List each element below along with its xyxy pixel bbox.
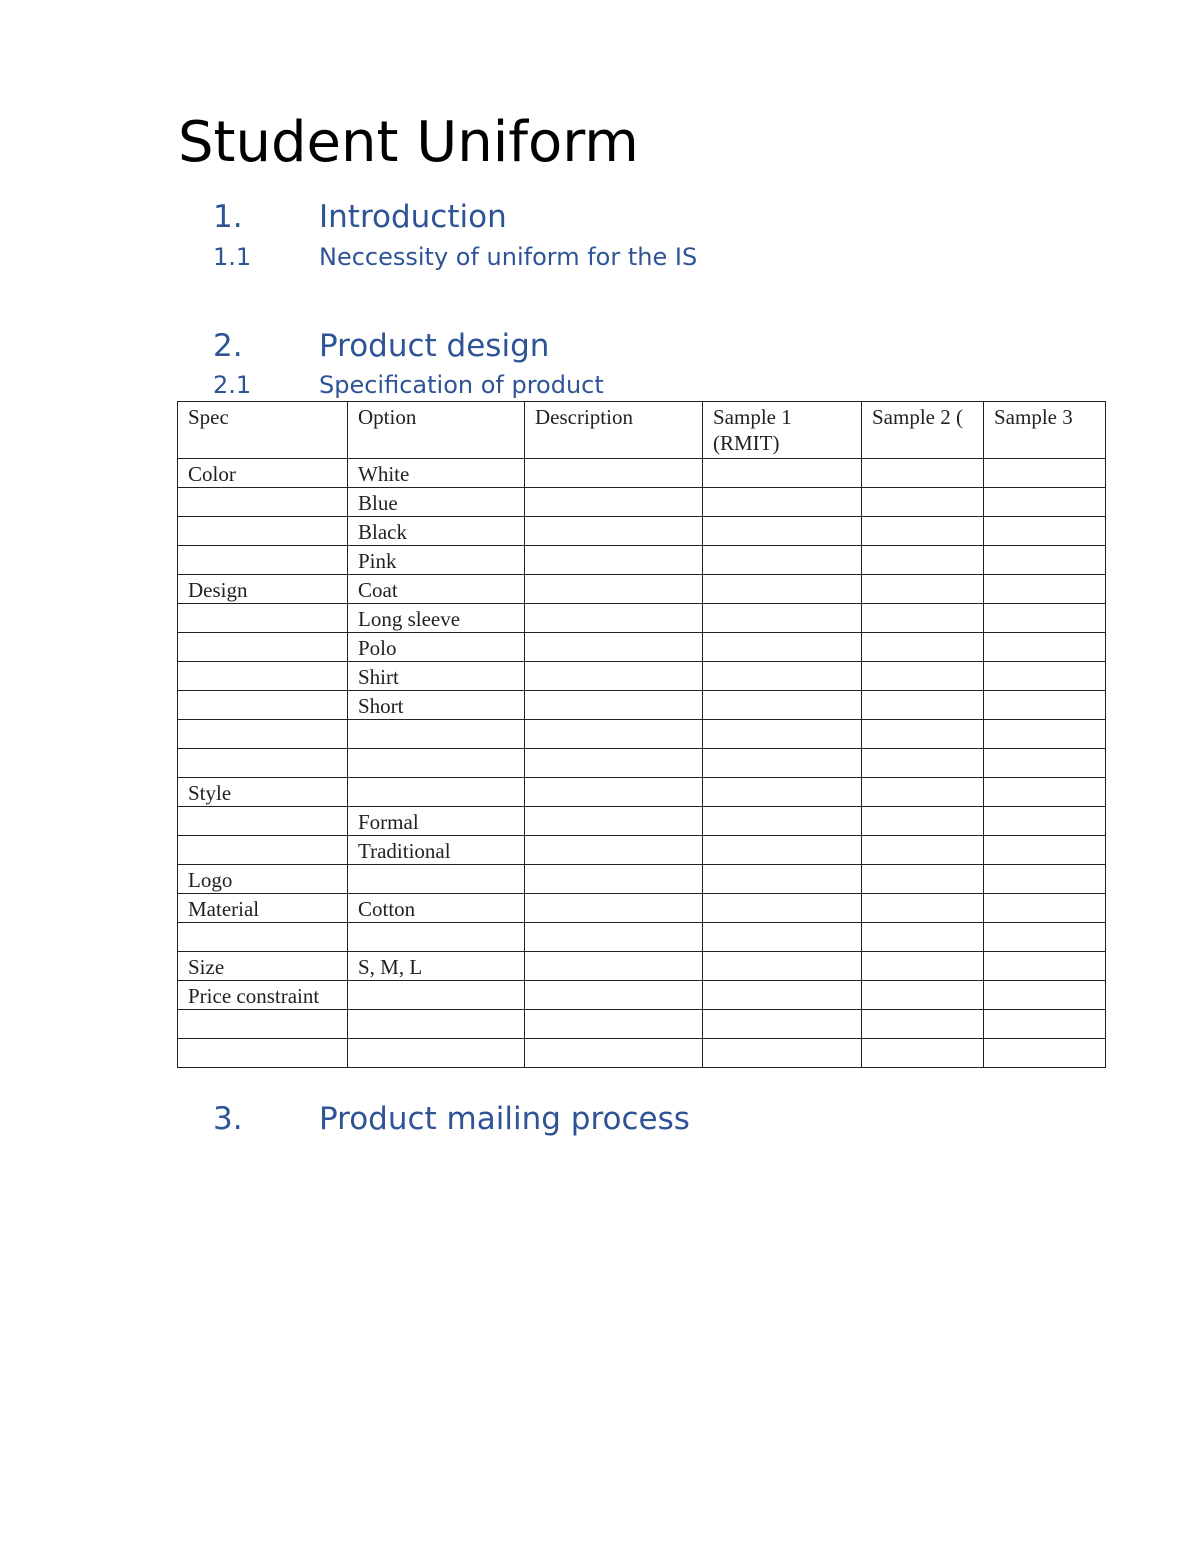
spec-cell: Design — [178, 575, 348, 604]
sample-3-cell — [984, 633, 1106, 662]
sample-2-cell — [862, 459, 984, 488]
spec-cell — [178, 633, 348, 662]
sample-1-cell — [703, 517, 862, 546]
sample-1-cell — [703, 459, 862, 488]
description-cell — [525, 575, 703, 604]
description-cell — [525, 1010, 703, 1039]
sample-3-cell — [984, 720, 1106, 749]
sample-3-cell — [984, 952, 1106, 981]
section-1-title: Introduction — [319, 199, 507, 235]
sample-2-cell — [862, 749, 984, 778]
sample-3-cell — [984, 894, 1106, 923]
sample-3-cell — [984, 778, 1106, 807]
spec-cell: Size — [178, 952, 348, 981]
sample-3-cell — [984, 517, 1106, 546]
document-title: Student Uniform — [178, 110, 639, 175]
sample-3-cell — [984, 1010, 1106, 1039]
spec-cell: Style — [178, 778, 348, 807]
table-row — [178, 633, 1106, 662]
sample-3-cell — [984, 459, 1106, 488]
section-1-1-number: 1.1 — [213, 243, 252, 271]
spec-cell — [178, 807, 348, 836]
option-cell: Cotton — [348, 894, 525, 923]
option-cell — [348, 923, 525, 952]
sample-2-cell — [862, 633, 984, 662]
description-cell — [525, 865, 703, 894]
option-cell — [348, 720, 525, 749]
sample-2-cell — [862, 1039, 984, 1068]
section-1-heading — [213, 197, 913, 237]
description-cell — [525, 952, 703, 981]
option-cell: Polo — [348, 633, 525, 662]
sample-3-cell — [984, 981, 1106, 1010]
description-cell — [525, 488, 703, 517]
sample-1-cell — [703, 836, 862, 865]
spec-cell — [178, 662, 348, 691]
sample-2-cell — [862, 1010, 984, 1039]
table-row — [178, 952, 1106, 981]
option-cell: Short — [348, 691, 525, 720]
sample-3-cell — [984, 546, 1106, 575]
sample-2-cell — [862, 952, 984, 981]
sample-2-cell — [862, 807, 984, 836]
sample-2-cell — [862, 720, 984, 749]
section-1-1-heading — [213, 241, 913, 273]
specification-table — [177, 401, 1106, 1068]
sample-1-cell — [703, 778, 862, 807]
option-cell — [348, 1039, 525, 1068]
sample-1-cell — [703, 749, 862, 778]
sample-2-cell — [862, 778, 984, 807]
table-row — [178, 459, 1106, 488]
option-cell: Blue — [348, 488, 525, 517]
sample-3-cell — [984, 749, 1106, 778]
description-cell — [525, 604, 703, 633]
sample-3-cell — [984, 575, 1106, 604]
sample-2-cell — [862, 604, 984, 633]
sample-1-cell — [703, 575, 862, 604]
option-cell: S, M, L — [348, 952, 525, 981]
option-cell: White — [348, 459, 525, 488]
spec-cell: Logo — [178, 865, 348, 894]
section-2-title: Product design — [319, 328, 550, 364]
option-cell: Pink — [348, 546, 525, 575]
table-row — [178, 923, 1106, 952]
description-cell — [525, 894, 703, 923]
spec-cell — [178, 1039, 348, 1068]
sample-3-cell — [984, 604, 1106, 633]
table-row — [178, 778, 1106, 807]
table-row — [178, 836, 1106, 865]
description-cell — [525, 517, 703, 546]
section-2-number: 2. — [213, 328, 243, 364]
table-row — [178, 604, 1106, 633]
section-3-title: Product mailing process — [319, 1101, 690, 1137]
section-2-heading — [213, 326, 913, 366]
section-3-heading — [213, 1099, 913, 1139]
sample-1-cell — [703, 865, 862, 894]
header-cell-spec: Spec — [178, 402, 348, 459]
spec-cell — [178, 923, 348, 952]
description-cell — [525, 1039, 703, 1068]
sample-1-cell — [703, 691, 862, 720]
description-cell — [525, 981, 703, 1010]
option-cell — [348, 865, 525, 894]
sample-1-cell — [703, 952, 862, 981]
header-cell-sample-3: Sample 3 — [984, 402, 1106, 459]
spec-cell — [178, 546, 348, 575]
table-header-row — [178, 402, 1106, 459]
description-cell — [525, 546, 703, 575]
description-cell — [525, 720, 703, 749]
sample-3-cell — [984, 488, 1106, 517]
spec-cell: Color — [178, 459, 348, 488]
spec-cell — [178, 604, 348, 633]
table-row — [178, 575, 1106, 604]
sample-1-cell — [703, 546, 862, 575]
sample-1-cell — [703, 1010, 862, 1039]
description-cell — [525, 662, 703, 691]
table-row — [178, 517, 1106, 546]
description-cell — [525, 836, 703, 865]
section-3-number: 3. — [213, 1101, 243, 1137]
sample-3-cell — [984, 691, 1106, 720]
spec-cell: Price constraint — [178, 981, 348, 1010]
sample-2-cell — [862, 981, 984, 1010]
table-row — [178, 807, 1106, 836]
sample-3-cell — [984, 865, 1106, 894]
sample-2-cell — [862, 517, 984, 546]
spec-cell — [178, 720, 348, 749]
section-2-1-number: 2.1 — [213, 371, 252, 399]
sample-1-cell — [703, 894, 862, 923]
section-2-1-heading — [213, 369, 913, 401]
description-cell — [525, 778, 703, 807]
spec-cell — [178, 836, 348, 865]
sample-1-cell — [703, 604, 862, 633]
section-1-1-title: Neccessity of uniform for the IS — [319, 243, 698, 271]
table-row — [178, 1010, 1106, 1039]
sample-1-cell — [703, 633, 862, 662]
sample-3-cell — [984, 836, 1106, 865]
section-1-number: 1. — [213, 199, 243, 235]
sample-1-cell — [703, 1039, 862, 1068]
sample-2-cell — [862, 836, 984, 865]
option-cell — [348, 778, 525, 807]
sample-3-cell — [984, 662, 1106, 691]
option-cell — [348, 1010, 525, 1039]
sample-2-cell — [862, 894, 984, 923]
spec-cell — [178, 488, 348, 517]
sample-1-cell — [703, 981, 862, 1010]
sample-2-cell — [862, 865, 984, 894]
table-row — [178, 488, 1106, 517]
sample-1-cell — [703, 488, 862, 517]
option-cell: Long sleeve — [348, 604, 525, 633]
table-row — [178, 894, 1106, 923]
sample-2-cell — [862, 923, 984, 952]
description-cell — [525, 807, 703, 836]
option-cell: Coat — [348, 575, 525, 604]
header-cell-sample-2: Sample 2 ( — [862, 402, 984, 459]
sample-1-cell — [703, 923, 862, 952]
description-cell — [525, 923, 703, 952]
description-cell — [525, 459, 703, 488]
description-cell — [525, 691, 703, 720]
spec-cell — [178, 1010, 348, 1039]
sample-3-cell — [984, 923, 1106, 952]
table-row — [178, 720, 1106, 749]
option-cell: Traditional — [348, 836, 525, 865]
sample-1-cell — [703, 807, 862, 836]
header-cell-sample-1: Sample 1 (RMIT) — [703, 402, 862, 459]
option-cell: Shirt — [348, 662, 525, 691]
sample-3-cell — [984, 1039, 1106, 1068]
table-row — [178, 546, 1106, 575]
sample-3-cell — [984, 807, 1106, 836]
sample-2-cell — [862, 662, 984, 691]
table-row — [178, 981, 1106, 1010]
option-cell: Formal — [348, 807, 525, 836]
table-row — [178, 749, 1106, 778]
sample-2-cell — [862, 546, 984, 575]
table-row — [178, 1039, 1106, 1068]
spec-cell — [178, 517, 348, 546]
spec-cell: Material — [178, 894, 348, 923]
option-cell — [348, 981, 525, 1010]
spec-cell — [178, 749, 348, 778]
sample-1-cell — [703, 662, 862, 691]
table-row — [178, 662, 1106, 691]
option-cell: Black — [348, 517, 525, 546]
header-cell-description: Description — [525, 402, 703, 459]
table-row — [178, 865, 1106, 894]
spec-cell — [178, 691, 348, 720]
description-cell — [525, 633, 703, 662]
sample-1-cell — [703, 720, 862, 749]
sample-2-cell — [862, 691, 984, 720]
option-cell — [348, 749, 525, 778]
section-2-1-title: Specification of product — [319, 371, 604, 399]
description-cell — [525, 749, 703, 778]
header-cell-option: Option — [348, 402, 525, 459]
sample-2-cell — [862, 488, 984, 517]
sample-2-cell — [862, 575, 984, 604]
table-row — [178, 691, 1106, 720]
